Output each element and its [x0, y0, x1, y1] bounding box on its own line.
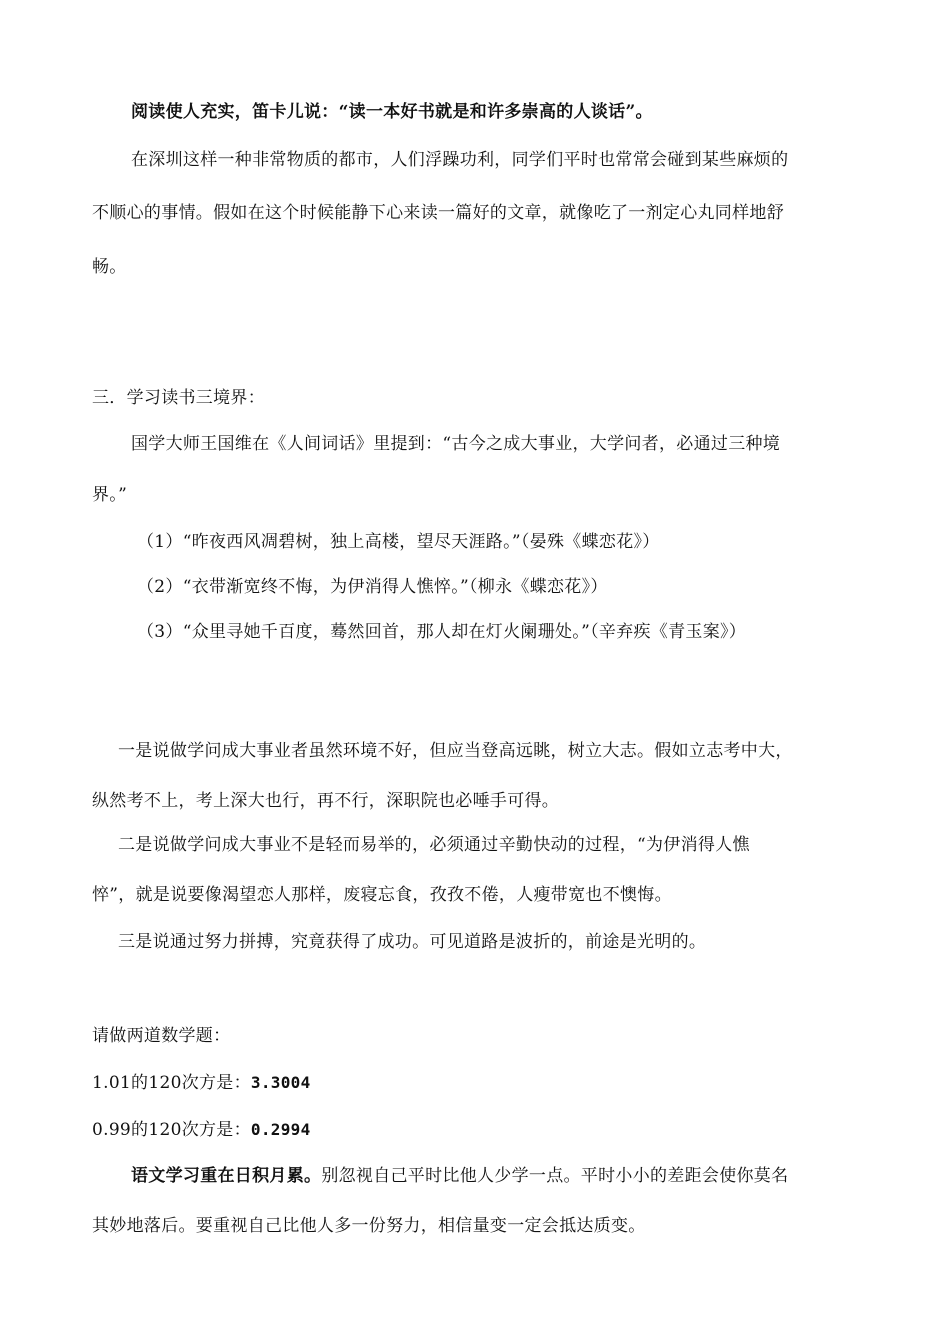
explanation-line: 纵然考不上，考上深大也行，再不行，深职院也必唾手可得。 [92, 791, 560, 811]
intro-paragraph-line: 畅。 [92, 257, 127, 277]
explanation-line: 一是说做学问成大事业者虽然环境不好，但应当登高远眺，树立大志。假如立志考中大， [118, 741, 793, 761]
section-intro-line: 界。” [92, 485, 128, 505]
explanation-line: 二是说做学问成大事业不是轻而易举的，必须通过辛勤快动的过程，“为伊消得人憔 [118, 835, 750, 855]
closing-text: 别忽视自己平时比他人少学一点。平时小小的差距会使你莫名 [321, 1166, 789, 1186]
closing-bold-lead: 语文学习重在日积月累。 [131, 1166, 322, 1186]
explanation-line: 悴”，就是说要像渴望恋人那样，废寝忘食，孜孜不倦，人瘦带宽也不懊悔。 [92, 885, 672, 905]
quote-line: （2）“衣带渐宽终不悔，为伊消得人憔悴。”（柳永《蝶恋花》） [137, 577, 608, 597]
math-answer: 3.3004 [250, 1073, 311, 1092]
math-question [92, 1071, 311, 1095]
math-answer: 0.2994 [250, 1120, 311, 1139]
math-question [92, 1118, 311, 1142]
section-intro-line: 国学大师王国维在《人间词话》里提到：“古今之成大事业，大学问者，必通过三种境 [131, 434, 781, 454]
intro-paragraph-line: 不顺心的事情。假如在这个时候能静下心来读一篇好的文章，就像吃了一剂定心丸同样地舒 [92, 203, 784, 223]
quote-line: （1）“昨夜西风凋碧树，独上高楼，望尽天涯路。”（晏殊《蝶恋花》） [137, 532, 660, 552]
section-title: 三．学习读书三境界： [92, 388, 265, 408]
math-question-label: 1.01的120次方是： [92, 1073, 251, 1093]
math-question-label: 0.99的120次方是： [92, 1120, 251, 1140]
intro-heading: 阅读使人充实，笛卡儿说：“读一本好书就是和许多崇高的人谈话”。 [131, 102, 653, 122]
quote-line: （3）“众里寻她千百度，蓦然回首，那人却在灯火阑珊处。”（辛弃疾《青玉案》） [137, 622, 747, 642]
intro-paragraph-line: 在深圳这样一种非常物质的都市，人们浮躁功利，同学们平时也常常会碰到某些麻烦的 [131, 150, 789, 170]
math-prompt: 请做两道数学题： [92, 1026, 231, 1046]
explanation-line: 三是说通过努力拼搏，究竟获得了成功。可见道路是波折的，前途是光明的。 [118, 932, 707, 952]
closing-line [131, 1164, 788, 1188]
closing-line: 其妙地落后。要重视自己比他人多一份努力，相信量变一定会抵达质变。 [92, 1216, 646, 1236]
